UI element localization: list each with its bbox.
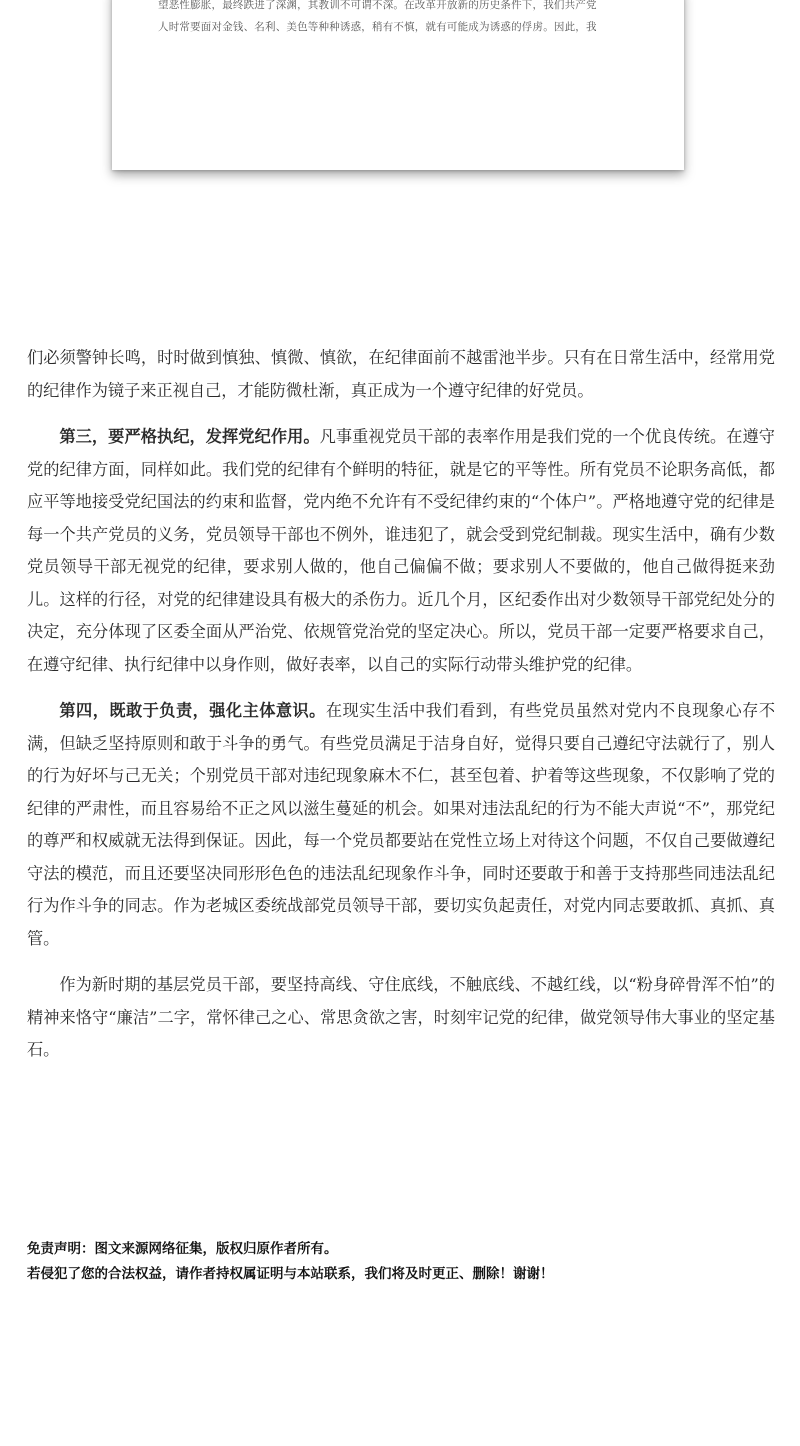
document-preview-page xyxy=(112,0,684,170)
paragraph-fourth-point xyxy=(27,695,775,955)
preview-page-text xyxy=(158,0,646,38)
paragraph-third-point xyxy=(27,421,775,681)
preview-line: 人时常要面对金钱、名利、美色等种种诱惑，稍有不慎，就有可能成为诱惑的俘虏。因此，我 xyxy=(158,21,597,33)
paragraph-text: 在现实生活中我们看到，有些党员虽然对党内不良现象心存不满，但缺乏坚持原则和敢于斗争的勇气。有些党员满足于洁身自好，觉得只要自己遵纪守法就行了，别人的行为好坏与己无关；个别党员干部对违纪现象麻木不仁，甚至包着、护着等这些现象，不仅影响了党的纪律的严肃性，而且容易给不正之风以滋生蔓延的机会。如果对违法乱纪的行为不能大声说“不”，那党纪的尊严和权威就无法得到保证。因此，每一个党员都要站在党性立场上对待这个问题，不仅自己要做遵纪守法的模范，而且还要坚决同形形色色的违法乱纪现象作斗争，同时还要敢于和善于支持那些同违法乱纪行为作斗争的同志。作为老城区委统战部党员领导干部，要切实负起责任，对党内同志要敢抓、真抓、真管。 xyxy=(27,701,776,948)
disclaimer-line: 若侵犯了您的合法权益，请作者持权属证明与本站联系，我们将及时更正、删除！谢谢！ xyxy=(27,1266,554,1282)
paragraph-text: 凡事重视党员干部的表率作用是我们党的一个优良传统。在遵守党的纪律方面，同样如此。我们党的纪律有个鲜明的特征，就是它的平等性。所有党员不论职务高低，都应平等地接受党纪国法的约束和监督，党内绝不允许有不受纪律约束的“个体户”。严格地遵守党的纪律是每一个共产党员的义务，党员领导干部也不例外，谁违犯了，就会受到党纪制裁。现实生活中，确有少数党员领导干部无视党的纪律，要求别人做的，他自己偏偏不做；要求别人不要做的，他自己做得挺来劲儿。这样的行径，对党的纪律建设具有极大的杀伤力。近几个月，区纪委作出对少数领导干部党纪处分的决定，充分体现了区委全面从严治党、依规管党治党的坚定决心。所以，党员干部一定要严格要求自己，在遵守纪律、执行纪律中以身作则，做好表率，以自己的实际行动带头维护党的纪律。 xyxy=(27,427,775,674)
disclaimer xyxy=(27,1237,775,1287)
paragraph-heading: 第四，既敢于负责，强化主体意识。 xyxy=(59,701,326,720)
disclaimer-line: 免责声明：图文来源网络征集，版权归原作者所有。 xyxy=(27,1241,338,1257)
paragraph-continuation: 们必须警钟长鸣，时时做到慎独、慎微、慎欲，在纪律面前不越雷池半步。只有在日常生活中，经常用党的纪律作为镜子来正视自己，才能防微杜渐，真正成为一个遵守纪律的好党员。 xyxy=(27,348,775,400)
article-body xyxy=(27,342,775,1067)
preview-line: 望恶性膨胀，最终跌进了深渊，其教训不可谓不深。在改革开放新的历史条件下，我们共产党 xyxy=(158,0,597,11)
paragraph-conclusion: 作为新时期的基层党员干部，要坚持高线、守住底线，不触底线、不越红线，以“粉身碎骨浑不怕”的精神来恪守“廉洁”二字，常怀律己之心、常思贪欲之害，时刻牢记党的纪律，做党领导伟大事业的坚定基石。 xyxy=(27,975,775,1059)
paragraph-heading: 第三，要严格执纪，发挥党纪作用。 xyxy=(59,427,320,446)
